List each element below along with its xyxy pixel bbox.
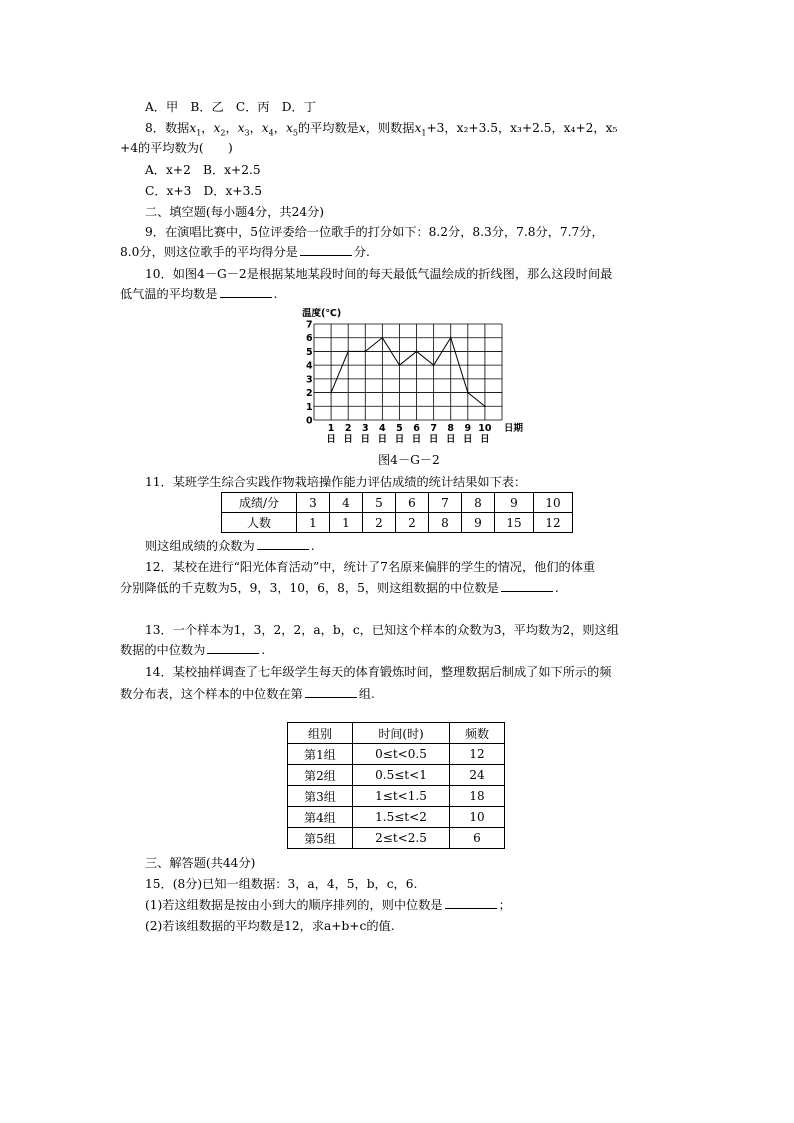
table-cell: 第2组: [288, 765, 353, 786]
x-tick-label-suffix: 日: [445, 434, 456, 445]
table-row: [288, 744, 505, 765]
table-row: [288, 786, 505, 807]
table-cell: 24: [450, 765, 505, 786]
q12-answer-blank[interactable]: [501, 580, 553, 592]
q15-line1: 15．(8分)已知一组数据：3，a，4，5，b，c，6.: [145, 877, 418, 891]
table-cell: 2≤t<2.5: [353, 828, 450, 849]
x-tick-label-suffix: 日: [343, 434, 353, 445]
temperature-line-chart: [300, 308, 532, 458]
table-header-cell: 成绩/分: [222, 493, 297, 513]
table-cell: 3: [297, 493, 330, 513]
x-tick-label-suffix: 日: [463, 434, 473, 445]
data-point: [381, 337, 383, 339]
q10-line2: 低气温的平均数是 .: [120, 287, 278, 301]
x-tick-label: 10: [478, 423, 492, 434]
y-tick-label: 4: [306, 360, 313, 372]
q11-score-table: [221, 492, 573, 533]
q8-options-cd: C．x+3 D．x+3.5: [145, 184, 262, 198]
table-row: [288, 807, 505, 828]
section3-title: 三、解答题(共44分): [145, 856, 256, 870]
table-cell: 12: [534, 513, 573, 533]
x-tick-label: 5: [396, 423, 403, 434]
q10-line1: 10．如图4－G－2是根据某地某段时间的每天最低气温绘成的折线图，那么这段时间最: [145, 267, 613, 281]
table-cell: 15: [495, 513, 534, 533]
table-row: [222, 513, 573, 533]
data-point: [330, 392, 332, 394]
q11-line1: 11．某班学生综合实践作物栽培操作能力评估成绩的统计结果如下表：: [145, 475, 527, 489]
table-cell: 18: [450, 786, 505, 807]
data-point: [364, 351, 366, 353]
x-tick-label-suffix: 日: [326, 434, 336, 445]
temperature-chart: [300, 308, 532, 462]
q15-line2: (1)若这组数据是按由小到大的顺序排列的，则中位数是 ；: [145, 898, 511, 912]
x-tick-label-suffix: 日: [377, 434, 388, 445]
q14-line2: 数分布表，这个样本的中位数在第 组.: [120, 687, 375, 701]
table-cell: 0.5≤t<1: [353, 765, 450, 786]
table-cell: 8: [462, 493, 495, 513]
temperature-series-line: [331, 338, 485, 407]
table-cell: 9: [495, 493, 534, 513]
x-tick-label: 8: [447, 423, 455, 434]
table-cell: 6: [396, 493, 429, 513]
data-point: [399, 364, 401, 366]
q15-answer-blank[interactable]: [445, 897, 497, 909]
x-tick-label: 2: [344, 423, 352, 434]
data-point: [467, 392, 469, 394]
data-point: [416, 351, 418, 353]
table-cell: 5: [363, 493, 396, 513]
table-cell: 第4组: [288, 807, 353, 828]
table-cell: 10: [534, 493, 573, 513]
q13-line1: 13．一个样本为1，3，2，2，a，b，c，已知这个样本的众数为3，平均数为2，则这组: [145, 623, 619, 637]
table-row: [222, 493, 573, 513]
y-tick-label: 6: [306, 333, 313, 345]
table-cell: 1.5≤t<2: [353, 807, 450, 828]
y-tick-label: 5: [306, 346, 313, 358]
data-point: [450, 337, 452, 339]
table-cell: 4: [330, 493, 363, 513]
q13-answer-blank[interactable]: [207, 642, 259, 654]
table-row: [288, 828, 505, 849]
q8-line2: +4的平均数为( ): [120, 141, 233, 155]
q14-frequency-table: [287, 722, 505, 849]
table-cell: 2: [396, 513, 429, 533]
q12-line1: 12．某校在进行“阳光体育活动”中，统计了7名原来偏胖的学生的情况，他们的体重: [145, 560, 596, 574]
x-tick-label: 3: [361, 423, 369, 434]
chart-caption: 图4－G－2: [378, 453, 440, 467]
table-row: [288, 723, 505, 744]
x-tick-label-suffix: 日: [480, 434, 490, 445]
y-tick-label: 3: [306, 374, 313, 386]
x-tick-label-suffix: 日: [360, 434, 371, 445]
q13-line2: 数据的中位数为 .: [120, 643, 266, 657]
q14-answer-blank[interactable]: [305, 686, 357, 698]
table-cell: 2: [363, 513, 396, 533]
data-point: [433, 364, 435, 366]
data-point: [347, 351, 349, 353]
table-cell: 6: [450, 828, 505, 849]
q7-options: A．甲 B．乙 C．丙 D．丁: [145, 100, 316, 114]
table-cell: 1: [297, 513, 330, 533]
data-point: [484, 405, 486, 407]
q9-answer-blank[interactable]: [300, 244, 352, 256]
table-cell: 1: [330, 513, 363, 533]
q9-line2: 8.0分，则这位歌手的平均得分是 分.: [120, 245, 370, 259]
table-row: [288, 765, 505, 786]
table-cell: 第5组: [288, 828, 353, 849]
table-cell: 12: [450, 744, 505, 765]
table-cell: 第1组: [288, 744, 353, 765]
table-cell: 1≤t<1.5: [353, 786, 450, 807]
table-header-cell: 人数: [222, 513, 297, 533]
y-axis-label: 温度(℃): [302, 308, 342, 319]
q11-line2: 则这组成绩的众数为 .: [145, 539, 315, 553]
q10-answer-blank[interactable]: [220, 286, 272, 298]
q8-line1: 8．数据$x_1$，$x_2$，$x_3$，$x_4$，$x_5$的平均数是x，则数据$x_1+3$，x₂+3.5，x₃+2.5，x₄+2，x₅: [145, 121, 618, 138]
q8-options-ab: A．x+2 B．x+2.5: [145, 163, 261, 177]
table-header-cell: 组别: [288, 723, 353, 744]
q11-answer-blank[interactable]: [257, 538, 309, 550]
x-tick-label: 4: [379, 423, 386, 434]
y-tick-label: 7: [306, 319, 313, 331]
x-tick-label: 7: [430, 423, 437, 434]
table-cell: 9: [462, 513, 495, 533]
table-cell: 10: [450, 807, 505, 828]
x-axis-label: 日期: [504, 423, 524, 434]
y-tick-label: 2: [306, 388, 313, 400]
q12-line2: 分别降低的千克数为5，9，3，10，6，8，5，则这组数据的中位数是 .: [120, 581, 559, 595]
table-cell: 第3组: [288, 786, 353, 807]
q14-line1: 14．某校抽样调查了七年级学生每天的体育锻炼时间，整理数据后制成了如下所示的频: [145, 665, 612, 679]
section2-title: 二、填空题(每小题4分，共24分): [145, 205, 325, 219]
x-tick-label: 1: [327, 423, 335, 434]
x-tick-label-suffix: 日: [428, 434, 439, 445]
x-tick-label-suffix: 日: [411, 434, 422, 445]
x-tick-label: 6: [413, 423, 420, 434]
q15-line3: (2)若该组数据的平均数是12，求a+b+c的值.: [145, 919, 395, 933]
table-header-cell: 频数: [450, 723, 505, 744]
y-tick-label: 0: [306, 415, 313, 427]
table-cell: 8: [429, 513, 462, 533]
x-tick-label: 9: [464, 423, 472, 434]
y-tick-label: 1: [306, 401, 313, 413]
table-cell: 7: [429, 493, 462, 513]
q9-line1: 9．在演唱比赛中，5位评委给一位歌手的打分如下：8.2分，8.3分，7.8分，7.7分，: [145, 225, 604, 239]
x-tick-label-suffix: 日: [394, 434, 405, 445]
table-header-cell: 时间(时): [353, 723, 450, 744]
table-cell: 0≤t<0.5: [353, 744, 450, 765]
